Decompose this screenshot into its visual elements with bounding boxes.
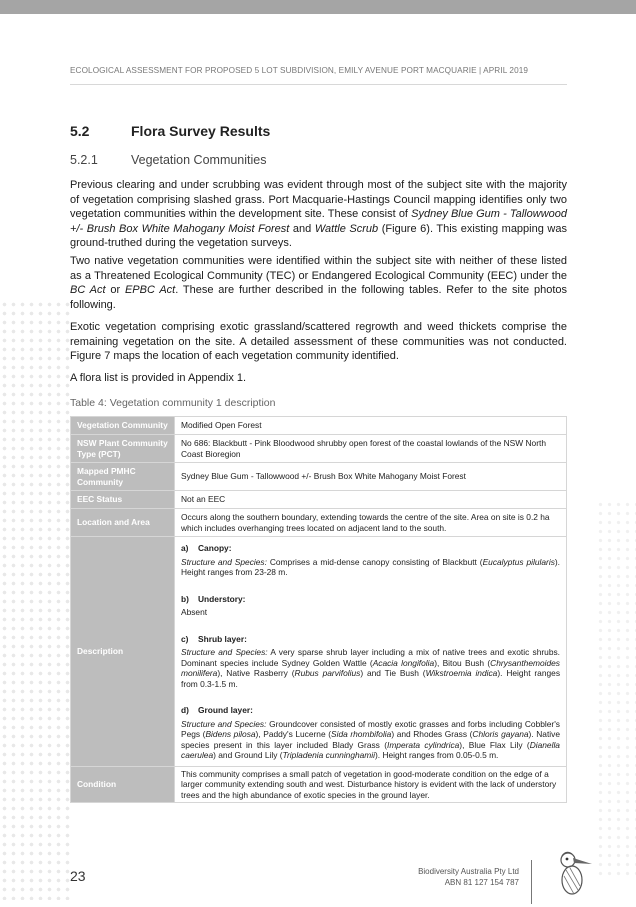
paragraph-flora-list: A flora list is provided in Appendix 1. [70,372,247,384]
section-heading [70,123,270,139]
table-caption: Table 4: Vegetation community 1 description [70,397,276,409]
table-row [71,435,567,463]
row-value: Not an EEC [175,491,567,509]
running-header: ECOLOGICAL ASSESSMENT FOR PROPOSED 5 LOT SUBDIVISION, EMILY AVENUE PORT MACQUARIE | APRIL 2019 [70,66,529,75]
footer-organisation [418,866,519,888]
row-label: Location and Area [71,509,175,537]
table-row [71,491,567,509]
table-row [71,537,567,767]
subsection-title: Vegetation Communities [131,153,267,167]
row-value: This community comprises a small patch of vegetation in good-moderate condition on the edge of a larger community extending south and west. Disturbance history is evident with the lack of understory trees and the high abundance of exotic species in the ground layer. [175,766,567,803]
subsection-number: 5.2.1 [70,153,98,167]
shrub-layer-heading: c) Shrub layer: [181,633,247,644]
understory-text: Absent [181,607,208,617]
row-label: NSW Plant Community Type (PCT) [71,435,175,463]
row-label: Vegetation Community [71,417,175,435]
row-label: Mapped PMHC Community [71,463,175,491]
paragraph-clearing: Previous clearing and under scrubbing was evident through most of the subject site with the majority of vegetation comprising slashed grass. Port Macquarie-Hastings Council mapping identifies only two vegetation communities within the development site. These consist of Sydney Blue Gum - Tallowwood +/- Brush Box White Mahogany Moist Forest and Wattle Scrub (Figure 6). This existing mapping was ground-truthed during the vegetation surveys. [70,179,567,249]
page-number: 23 [70,868,86,884]
row-value: Modified Open Forest [175,417,567,435]
row-label: Condition [71,766,175,803]
decorative-dot-pattern-right [596,500,636,880]
section-number: 5.2 [70,123,90,139]
ground-layer-text: Structure and Species: Groundcover consisted of mostly exotic grasses and forbs including Cobbler's Pegs (Bidens pilosa), Paddy's Lucerne (Sida rhombifolia) and Rhodes Grass (Chloris gayana). Native species present in this layer included Blady Grass (Imperata cylindrica), Blue Flax Lily (Dianella caerulea) and Ground Lily (Tripladenia cunninghamii). Height ranges from 0.05-0.5 m. [181,718,560,760]
understory-heading: b) Understory: [181,593,246,604]
row-value: Occurs along the southern boundary, extending towards the centre of the site. Area on site is 0.2 ha which includes overhanging trees located on adjacent land to the south. [175,509,567,537]
subsection-heading [70,153,267,167]
table-row [71,417,567,435]
row-value: No 686: Blackbutt - Pink Bloodwood shrubby open forest of the coastal lowlands of the NSW North Coast Bioregion [175,435,567,463]
table-row [71,766,567,803]
ground-layer-heading: d) Ground layer: [181,705,253,715]
canopy-heading: a) Canopy: [181,543,232,553]
kookaburra-logo-icon [548,848,594,896]
vegetation-community-table [70,416,567,803]
table-row [71,509,567,537]
row-value: Sydney Blue Gum - Tallowwood +/- Brush Box White Mahogany Moist Forest [175,463,567,491]
top-band [0,0,636,14]
row-label: EEC Status [71,491,175,509]
section-title: Flora Survey Results [131,123,271,139]
row-label: Description [71,537,175,767]
organisation-name: Biodiversity Australia Pty Ltd [418,867,519,876]
shrub-layer-text: Structure and Species: A very sparse shrub layer including a mix of native trees and exotic shrubs. Dominant species include Sydney Golden Wattle (Acacia longifolia), Bitou Bush (Chrysanthemoides monilifera), Native Rasberry (Rubus parvifolius) and Tie Bush (Wikstroemia indica). Height ranges from 0.3-1.5 m. [181,647,561,689]
canopy-text: Structure and Species: Comprises a mid-dense canopy consisting of Blackbutt (Eucalyptus pilularis). Height ranges from 23-28 m. [181,556,561,577]
organisation-abn: ABN 81 127 154 787 [444,878,519,887]
table-row [71,463,567,491]
paragraph-native-communities: Two native vegetation communities were identified within the subject site with neither of these listed as a Threatened Ecological Community (TEC) or Endangered Ecological Community (EEC) under the BC Act or EPBC Act. These are further described in the following tables. Refer to the site photos following. [70,255,568,311]
paragraph-exotic-vegetation: Exotic vegetation comprising exotic grassland/scattered regrowth and weed thickets comprise the remaining vegetation on the site. A detailed assessment of these communities was not conducted. Figure 7 maps the location of each vegetation community identified. [70,321,567,362]
header-divider [70,84,567,85]
decorative-dot-pattern-left [0,300,70,900]
description-cell [175,537,567,767]
footer-divider [531,860,532,904]
